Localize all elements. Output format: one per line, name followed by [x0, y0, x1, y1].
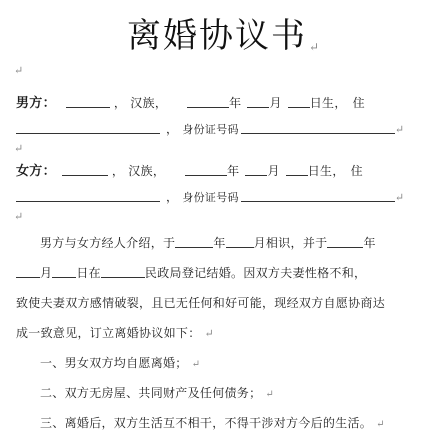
male-month: 月: [269, 96, 282, 110]
year-blank: [185, 162, 227, 176]
document-title: [0, 8, 446, 57]
intro-line-3: [0, 294, 446, 316]
year-blank: [327, 234, 363, 248]
address-blank: [16, 120, 160, 134]
male-party-line: [0, 92, 446, 114]
paragraph-mark-icon: ↵: [308, 40, 322, 54]
male-label: 男方：: [16, 96, 56, 111]
female-id-comma: ，: [166, 190, 179, 204]
address-blank: [16, 188, 160, 202]
male-id-line: [0, 120, 446, 142]
intro-p2-day: 日在: [76, 266, 101, 280]
intro-p2-month: 月: [40, 266, 53, 280]
paragraph-mark-icon: ↵: [204, 327, 215, 340]
male-comma: ，: [113, 96, 127, 110]
intro-p2-text: 民政局登记结婚。因双方夫妻性格不和，: [144, 266, 367, 280]
paragraph-mark-icon: ↵: [14, 142, 24, 155]
paragraph-mark-icon: ↵: [394, 123, 405, 136]
intro-line-4: [0, 324, 446, 346]
day-blank: [286, 162, 308, 176]
intro-line-2: [0, 264, 446, 286]
male-year: 年: [229, 96, 242, 110]
male-residence: 住: [352, 96, 365, 110]
day-blank: [52, 264, 76, 278]
intro-line-1: [0, 234, 446, 256]
item-1: 一、男女双方均自愿离婚；: [40, 356, 188, 370]
agreement-item: [0, 384, 446, 406]
paragraph-mark-icon: ↵: [394, 191, 405, 204]
year-blank: [175, 234, 213, 248]
male-id-label: 身份证号码: [182, 123, 239, 136]
female-month: 月: [267, 164, 280, 178]
paragraph-mark-icon: ↵: [265, 389, 275, 400]
id-blank: [241, 188, 395, 202]
male-day: 日生，: [309, 96, 347, 110]
month-blank: [16, 264, 40, 278]
intro-p1-year: 年: [213, 236, 226, 250]
paragraph-mark-icon: ↵: [191, 359, 201, 370]
title-text: 离婚协议书: [126, 16, 307, 56]
female-day: 日生，: [307, 164, 345, 178]
intro-p1-month: 月相识，并于: [253, 236, 328, 250]
female-party-line: [0, 160, 446, 182]
day-blank: [288, 94, 310, 108]
agreement-item: [0, 414, 446, 436]
year-blank: [187, 94, 229, 108]
female-year: 年: [227, 164, 240, 178]
bureau-blank: [101, 264, 145, 278]
male-id-comma: ，: [166, 122, 179, 136]
paragraph-mark-icon: ↵: [14, 210, 24, 223]
month-blank: [247, 94, 269, 108]
name-blank: [66, 94, 110, 108]
intro-p4: 成一致意见，订立离婚协议如下：: [16, 326, 201, 340]
month-blank: [245, 162, 267, 176]
female-id-line: [0, 188, 446, 210]
female-id-label: 身份证号码: [182, 191, 239, 204]
paragraph-mark-icon: ↵: [14, 64, 24, 77]
female-comma: ，: [111, 164, 125, 178]
name-blank: [62, 162, 108, 176]
paragraph-mark-icon: ↵: [376, 419, 385, 430]
male-ethnicity: 汉族，: [130, 96, 168, 110]
item-3: 三、离婚后，双方生活互不相干，不得干涉对方今后的生活。: [40, 416, 373, 430]
intro-p1-start: 男方与女方经人介绍，于: [40, 236, 176, 250]
item-2: 二、双方无房屋、共同财产及任何债务；: [40, 386, 262, 400]
female-residence: 住: [350, 164, 363, 178]
id-blank: [241, 120, 395, 134]
female-ethnicity: 汉族，: [128, 164, 166, 178]
female-label: 女方：: [16, 164, 56, 179]
month-blank: [226, 234, 254, 248]
intro-p1-year2: 年: [363, 236, 376, 250]
agreement-item: [0, 354, 446, 376]
intro-p3: 致使夫妻双方感情破裂，且已无任何和好可能，现经双方自愿协商达: [16, 296, 386, 310]
